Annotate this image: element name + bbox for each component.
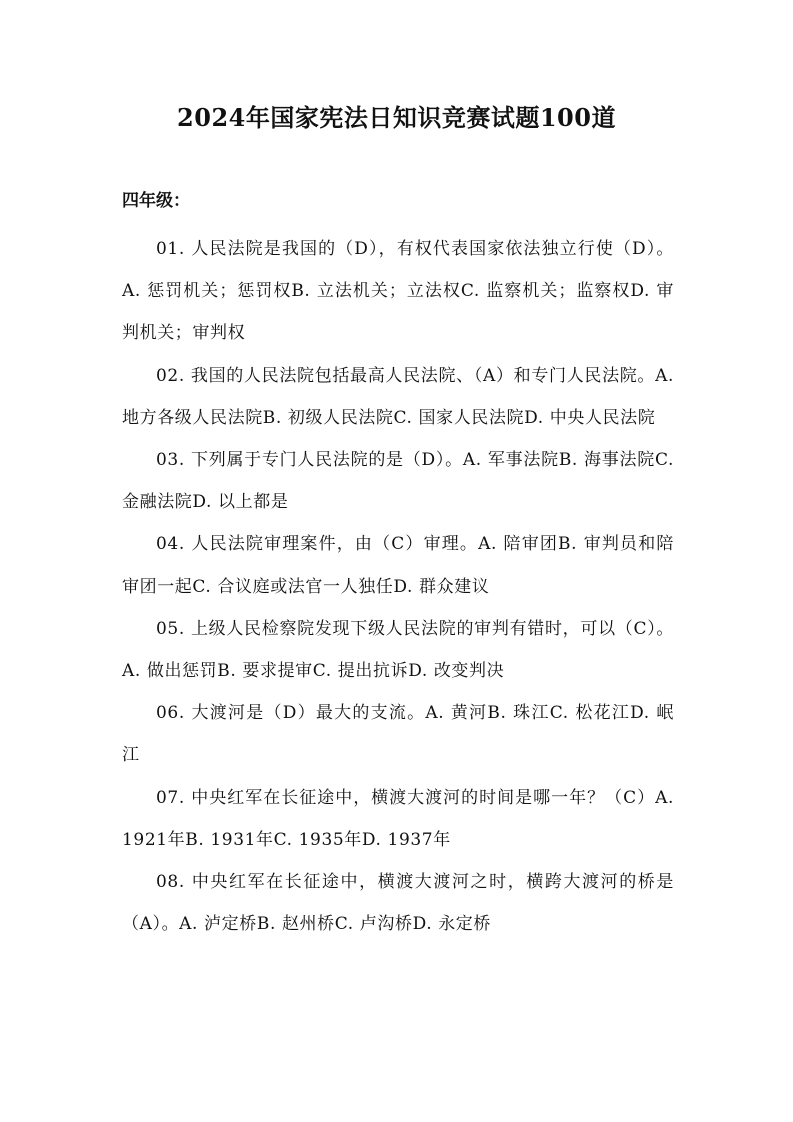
question-item: 06. 大渡河是（D）最大的支流。A. 黄河B. 珠江C. 松花江D. 岷江 <box>122 703 674 766</box>
question-item: 08. 中央红军在长征途中，横渡大渡河之时，横跨大渡河的桥是（A）。A. 泸定桥B. 赵州桥C. 卢沟桥D. 永定桥 <box>122 872 674 935</box>
question-item: 02. 我国的人民法院包括最高人民法院、（A）和专门人民法院。A. 地方各级人民法院B. 初级人民法院C. 国家人民法院D. 中央人民法院 <box>122 365 674 428</box>
grade-heading: 四年级： <box>122 191 190 211</box>
question-item: 04. 人民法院审理案件，由（C）审理。A. 陪审团B. 审判员和陪审团一起C. 合议庭或法官一人独任D. 群众建议 <box>122 534 674 597</box>
question-item: 07. 中央红军在长征途中，横渡大渡河的时间是哪一年？（C）A. 1921年B. 1931年C. 1935年D. 1937年 <box>122 787 674 850</box>
question-item: 05. 上级人民检察院发现下级人民法院的审判有错时，可以（C）。A. 做出惩罚B. 要求提审C. 提出抗诉D. 改变判决 <box>122 618 674 682</box>
document-title: 2024年国家宪法日知识竞赛试题100道 <box>177 103 616 132</box>
question-item: 01. 人民法院是我国的（D），有权代表国家依法独立行使（D）。A. 惩罚机关；惩罚权B. 立法机关；立法权C. 监察机关；监察权D. 审判机关；审判权 <box>122 239 674 344</box>
question-list <box>122 228 674 945</box>
question-item: 03. 下列属于专门人民法院的是（D）。A. 军事法院B. 海事法院C. 金融法院D. 以上都是 <box>122 450 674 513</box>
